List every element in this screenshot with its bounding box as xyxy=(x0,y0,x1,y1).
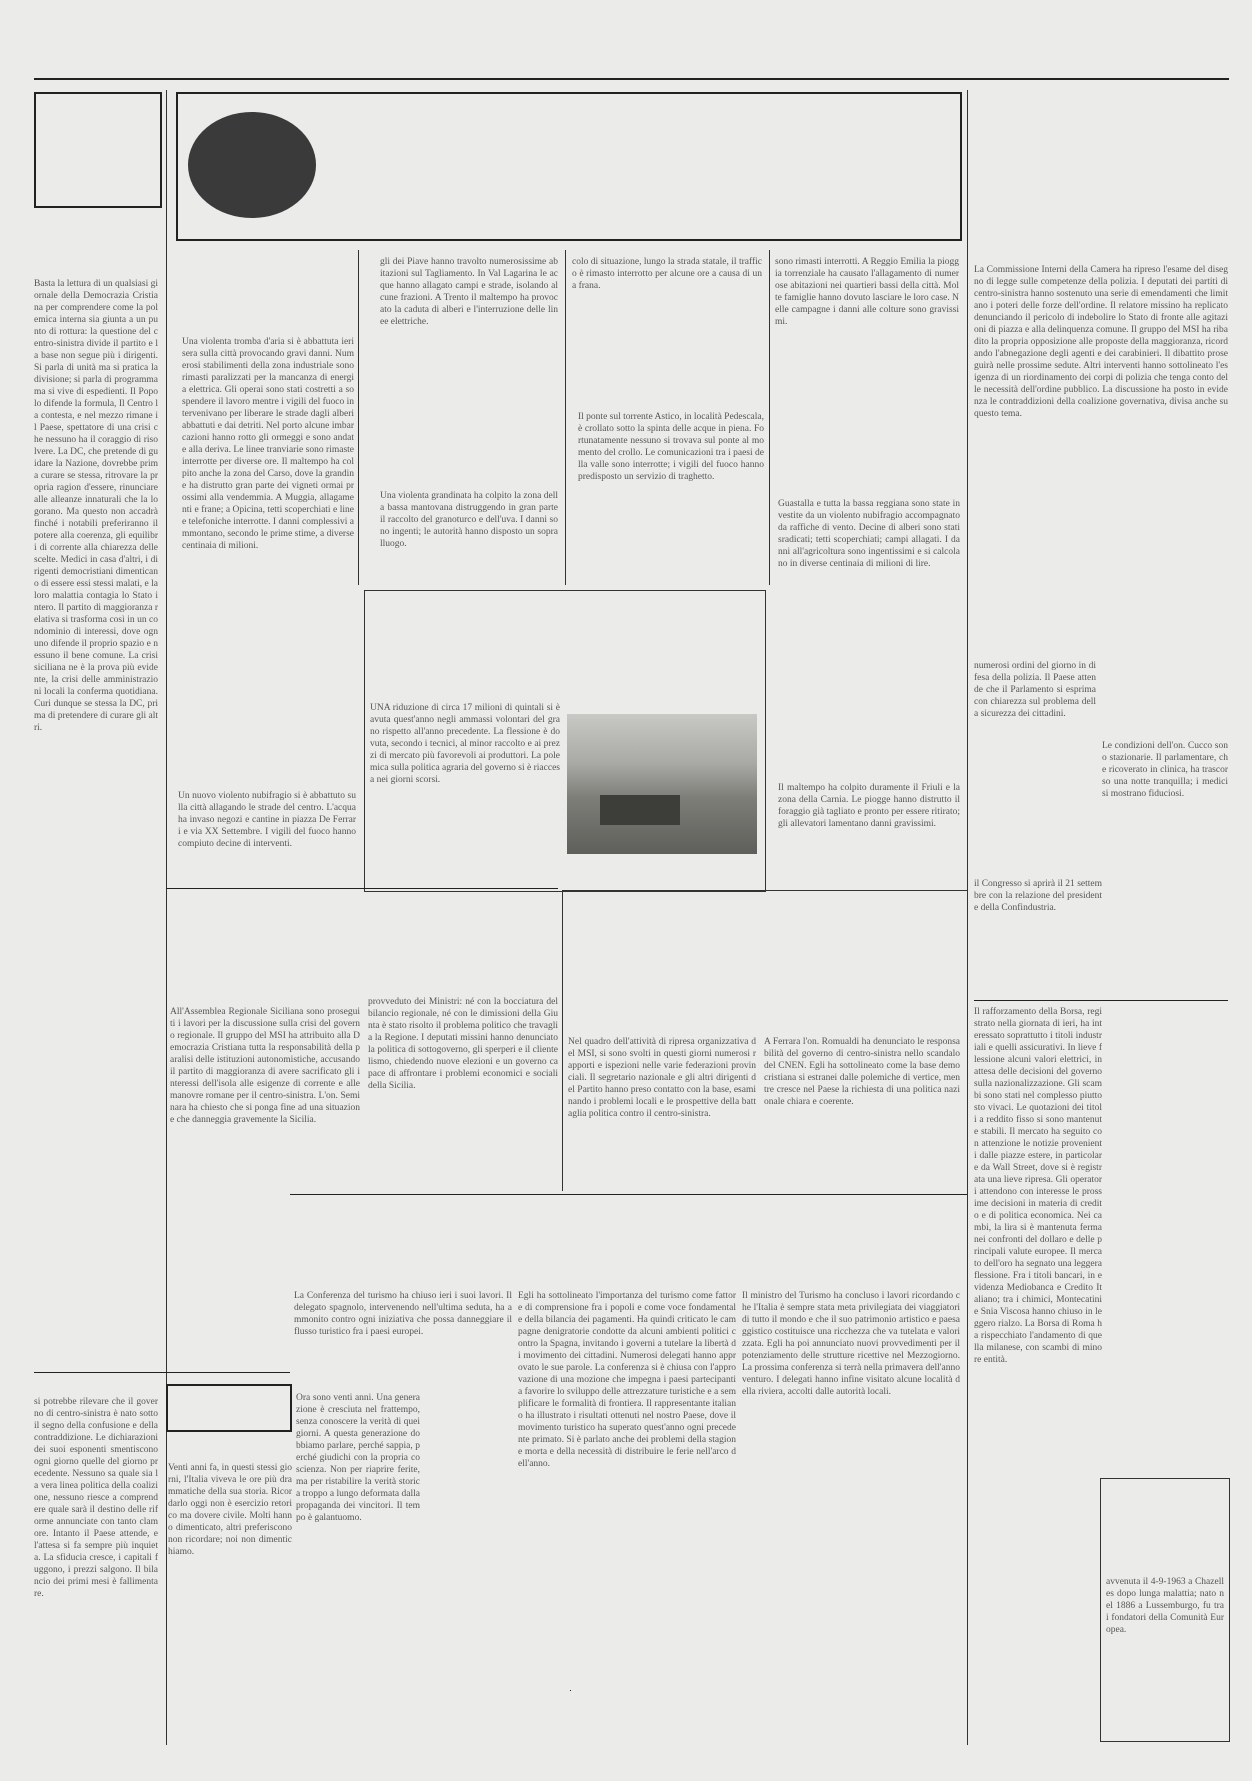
article-body: Il ponte sul torrente Astico, in località Pedescala, è crollato sotto la spinta delle acque in piena. Fortunatamente nessuno si trovava sul ponte al momento del crollo. Le comunicazioni tra i paesi della valle sono interrotte; i vigili del fuoco hanno predisposto un servizio di traghetto. xyxy=(578,412,764,482)
turismo-body: Il ministro del Turismo ha concluso i lavori ricordando che l'Italia è sempre stata meta privilegiata dei viaggiatori di tutto il mondo e che il suo patrimonio artistico e paesaggistico costituisce una ricchezza che va tutelata e valorizzata. Egli ha poi annunciato nuovi provvedimenti per il potenziamento delle strutture ricettive nel Mezzogiorno. La prossima conferenza si terrà nella primavera dell'anno venturo. I delegati hanno infine visitato alcune località della riviera, accolti dalle autorità locali. xyxy=(742,1291,960,1397)
article-body: Una violenta tromba d'aria si è abbattuta ieri sera sulla città provocando gravi danni. Numerosi stabilimenti della zona industriale sono rimasti paralizzati per la mancanza di energia elettrica. Gli operai sono stati costretti a sospendere il lavoro mentre i vigili del fuoco intervenivano per liberare le strade dagli alberi abbattuti e dai detriti. Nel porto alcune imbarcazioni hanno rotto gli ormeggi e sono andate alla deriva. Le linee tranviarie sono rimaste interrotte per diverse ore. Il maltempo ha colpito anche la zona del Carso, dove la grandine ha distrutto gran parte dei vigneti ormai prossimi alla vendemmia. A Muggia, allagamenti e frane; a Opicina, tetti scoperchiati e linee telefoniche interrotte. I danni complessivi ammontano, secondo le prime stime, a diverse centinaia di milioni. xyxy=(182,337,354,551)
editorial-lead xyxy=(34,214,158,276)
article-body: Una violenta grandinata ha colpito la zona della bassa mantovana distruggendo in gran parte il raccolto del granoturco e dell'uva. I danni sono ingenti; le autorità hanno disposto un sopralluogo. xyxy=(380,491,558,549)
borsa-side-body: Il rafforzamento della Borsa, registrato nella giornata di ieri, ha interessato soprattutto i titoli industriali e quelli assicurativi. In lieve flessione alcuni valori elettrici, in attesa delle decisioni del governo sulla nazionalizzazione. Gli scambi sono stati nel complesso piuttosto vivaci. Le quotazioni dei titoli a reddito fisso si sono mantenute stabili. Il mercato ha seguito con attenzione le notizie provenienti dalle piazze estere, in particolare da Wall Street, dove si è registrata una lieve ripresa. Gli operatori attendono con interesse le prossime decisioni in materia di credito e di politica economica. Nei cambi, la lira si è mantenuta ferma nei confronti del dollaro e delle principali valute europee. Il mercato dell'oro ha segnato una leggera flessione. Fra i titoli bancari, in evidenza Mediobanca e Credito Italiano; tra i chimici, Montecatini e Snia Viscosa hanno chiuso in leggero rialzo. La Borsa di Roma ha rispecchiato l'andamento di quella milanese, con scambi di minore entità. xyxy=(974,1007,1102,1365)
grano-photo xyxy=(567,714,757,854)
ars-body: All'Assemblea Regionale Siciliana sono proseguiti i lavori per la discussione sulla crisi del governo regionale. Il gruppo del MSI ha attribuito alla Democrazia Cristiana tutta la responsabilità della paralisi delle istituzioni autonomistiche, accusando il partito di maggioranza di avere sacrificato gli interessi dell'isola alle esigenze di corrente e alle manovre romane per il centro-sinistra. L'on. Seminara ha chiesto che si ponga fine ad una situazione che danneggia gravemente la Sicilia. xyxy=(170,1007,360,1125)
article-body: Guastalla e tutta la bassa reggiana sono state investite da un violento nubifragio accompagnato da raffiche di vento. Decine di alberi sono stati sradicati; tetti scoperchiati; campi allagati. I danni all'agricoltura sono ingentissimi e si calcolano in diverse centinaia di milioni di lire. xyxy=(778,499,960,569)
turismo-body: Egli ha sottolineato l'importanza del turismo come fattore di comprensione fra i popoli e come voce fondamentale della bilancia dei pagamenti. Ha quindi criticato le campagne denigratorie condotte da alcuni ambienti politici contro la Spagna, invitando i governi a tutelare la libertà di movimento dei cittadini. Numerosi delegati hanno approvato le sue parole. La conferenza si è chiusa con l'approvazione di una mozione che impegna i paesi partecipanti a favorire lo sviluppo delle attrezzature turistiche e a semplificare le formalità di frontiera. Il rappresentante italiano ha illustrato i risultati ottenuti nel nostro Paese, dove il movimento turistico ha superato quest'anno ogni precedente primato. Si è parlato anche dei problemi della stagione morta e della necessità di distribuire le ferie nell'arco dell'anno. xyxy=(518,1291,736,1469)
col-rule xyxy=(769,250,770,585)
section-rule xyxy=(290,1194,967,1195)
editorial-box xyxy=(34,92,162,208)
msi-body: Nel quadro dell'attività di ripresa organizzativa del MSI, si sono svolti in questi giorni numerosi rapporti e ispezioni nelle varie federazioni provinciali. Il segretario nazionale e gli altri dirigenti del Partito hanno preso contatto con la base, esaminando i problemi locali e le prospettive della battaglia politica contro il centro-sinistra. xyxy=(568,1037,756,1119)
article-body: sono rimasti interrotti. A Reggio Emilia la pioggia torrenziale ha causato l'allagamento di numerose abitazioni nei quartieri bassi della città. Molte famiglie hanno dovuto lasciare le loro case. Nelle campagne i danni alle colture sono gravissimi. xyxy=(775,257,959,327)
sestante-body: Ora sono venti anni. Una generazione è cresciuta nel frattempo, senza conoscere la verità di quei giorni. A questa generazione dobbiamo parlare, perché sappia, perché giudichi con la propria coscienza. Non per riaprire ferite, ma per ristabilire la verità storica troppo a lungo deformata dalla propaganda dei vincitori. Il tempo è galantuomo. xyxy=(296,1393,420,1523)
editorial-body: Basta la lettura di un qualsiasi giornale della Democrazia Cristiana per comprendere come la polemica interna sia giunta a un punto di rottura: la questione del centro-sinistra divide il partito e la base non segue più i dirigenti. Si parla di unità ma si pratica la divisione; si parla di programma ma si vive di espedienti. Il Popolo difende la formula, Il Centro la contesta, e nel mezzo rimane il Paese, spettatore di una crisi che nessuno ha il coraggio di risolvere. La DC, che pretende di guidare la Nazione, dovrebbe prima curare se stessa, ritrovare la propria ragion d'essere, rinunciare alle alleanze innaturali che la logorano. Ma questo non accadrà finché i notabili preferiranno il potere alla coerenza, gli equilibri di corrente alla chiarezza delle scelte. Medici in casa d'altri, i dirigenti democristiani dimenticano di essere essi stessi malati, e la loro malattia contagia lo Stato intero. Il partito di maggioranza relativa si trasforma così in un condominio di interessi, dove ognuno difende il proprio spazio e nessuno il bene comune. La crisi siciliana ne è la prova più evidente, la crisi delle amministrazioni locali la conferma quotidiana. Curi dunque se stessa la DC, prima di pretendere di curare gli altri. xyxy=(34,279,158,733)
article-body: colo di situazione, lungo la strada statale, il traffico è rimasto interrotto per alcune ore a causa di una frana. xyxy=(572,257,762,291)
europarl-body: avvenuta il 4-9-1963 a Chazelles dopo lunga malattia; nato nel 1886 a Lussemburgo, fu tra i fondatori della Comunità Europea. xyxy=(1106,1577,1224,1635)
polizia-body: La Commissione Interni della Camera ha ripreso l'esame del disegno di legge sulle competenze della polizia. I deputati dei partiti di centro-sinistra hanno sostenuto una serie di emendamenti che limitano i poteri delle forze dell'ordine. Il relatore missino ha replicato denunciando il pericolo di indebolire lo Stato di fronte alle agitazioni di piazza e alla delinquenza comune. Il gruppo del MSI ha ribadito la propria opposizione alle proposte della maggioranza, ricordando l'abnegazione degli agenti e dei carabinieri. Il dibattito proseguirà nelle prossime sedute. Altri interventi hanno sottolineato l'esigenza di un riordinamento dei corpi di polizia che tenga conto delle necessità dell'ordine pubblico. La discussione ha posto in evidenza le contraddizioni della coalizione governativa, divisa anche su questo tema. xyxy=(974,265,1228,419)
section-rule xyxy=(570,1690,571,1691)
europarl-text xyxy=(1106,1484,1224,1538)
col-rule xyxy=(358,250,359,585)
col-rule xyxy=(166,90,167,1745)
section-rule xyxy=(34,1372,290,1373)
sotto-body: si potrebbe rilevare che il governo di centro-sinistra è nato sotto il segno della confusione e della contraddizione. Le dichiarazioni dei suoi esponenti smentiscono ogni giorno quelle del giorno precedente. Nessuno sa quale sia la vera linea politica della coalizione, nessuno riesce a comprendere quale sarà il destino delle riforme annunciate con tanto clamore. Intanto il Paese attende, e l'attesa si fa sempre più inquieta. La sfiducia cresce, i capitali fuggono, i prezzi salgono. Il bilancio dei primi mesi è fallimentare. xyxy=(34,1397,158,1599)
article-body: Il maltempo ha colpito duramente il Friuli e la zona della Carnia. Le piogge hanno distrutto il foraggio già tagliato e pronto per essere ritirato; gli allevatori lamentano danni gravissimi. xyxy=(778,783,960,829)
polizia-body: numerosi ordini del giorno in difesa della polizia. Il Paese attende che il Parlamento si esprima con chiarezza sul problema della sicurezza dei cittadini. xyxy=(974,661,1096,719)
msi-body: A Ferrara l'on. Romualdi ha denunciato le responsabilità del governo di centro-sinistra nello scandalo del CNEN. Egli ha sottolineato come la base democristiana si estranei dalle polemiche di vertice, mentre cresce nel Paese la richiesta di una politica nazionale chiara e coerente. xyxy=(764,1037,960,1107)
polizia-body: il Congresso si aprirà il 21 settembre con la relazione del presidente della Confindustria. xyxy=(974,879,1102,913)
turismo-body: La Conferenza del turismo ha chiuso ieri i suoi lavori. Il delegato spagnolo, intervenendo nell'ultima seduta, ha ammonito contro ogni iniziativa che possa danneggiare il flusso turistico fra i paesi europei. xyxy=(294,1291,512,1337)
section-rule xyxy=(166,888,558,889)
sestante-box xyxy=(166,1384,292,1432)
section-rule xyxy=(974,1000,1228,1001)
article-body: gli dei Piave hanno travolto numerosissime abitazioni sul Tagliamento. In Val Lagarina le acque hanno allagato campi e strade, isolando alcune frazioni. A Trento il maltempo ha provocato la caduta di alberi e l'interruzione delle linee elettriche. xyxy=(380,257,558,327)
sestante-body: Venti anni fa, in questi stessi giorni, l'Italia viveva le ore più drammatiche della sua storia. Ricordarlo oggi non è esercizio retorico ma dovere civile. Molti hanno dimenticato, altri preferiscono non ricordare; noi non dimentichiamo. xyxy=(168,1463,292,1557)
ars-body: provveduto dei Ministri: né con la bocciatura del bilancio regionale, né con le dimissioni della Giunta è stato risolto il problema politico che travaglia la Regione. I deputati missini hanno denunciato la politica di sottogoverno, gli sperperi e il clientelismo, chiedendo nuove elezioni e un governo capace di affrontare i problemi economici e sociali della Sicilia. xyxy=(368,997,558,1091)
weather-badge xyxy=(188,112,316,218)
cucco-body: Le condizioni dell'on. Cucco sono stazionarie. Il parlamentare, che ricoverato in clinica, ha trascorso una notte tranquilla; i medici si mostrano fiduciosi. xyxy=(1102,741,1228,799)
borsa-table xyxy=(1106,1060,1228,1470)
grano-body: UNA riduzione di circa 17 milioni di quintali si è avuta quest'anno negli ammassi volontari del grano rispetto all'anno precedente. La flessione è dovuta, secondo i tecnici, al minor raccolto e ai prezzi di mercato più favorevoli ai produttori. La polemica sulla politica agraria del governo si è riaccesa nei giorni scorsi. xyxy=(370,703,560,785)
grano-photo-machine xyxy=(600,795,680,825)
masthead-rule xyxy=(34,78,1229,80)
article-body: Un nuovo violento nubifragio si è abbattuto sulla città allagando le strade del centro. L'acqua ha invaso negozi e cantine in piazza De Ferrari e via XX Settembre. I vigili del fuoco hanno compiuto decine di interventi. xyxy=(178,791,356,849)
col-rule xyxy=(565,250,566,585)
